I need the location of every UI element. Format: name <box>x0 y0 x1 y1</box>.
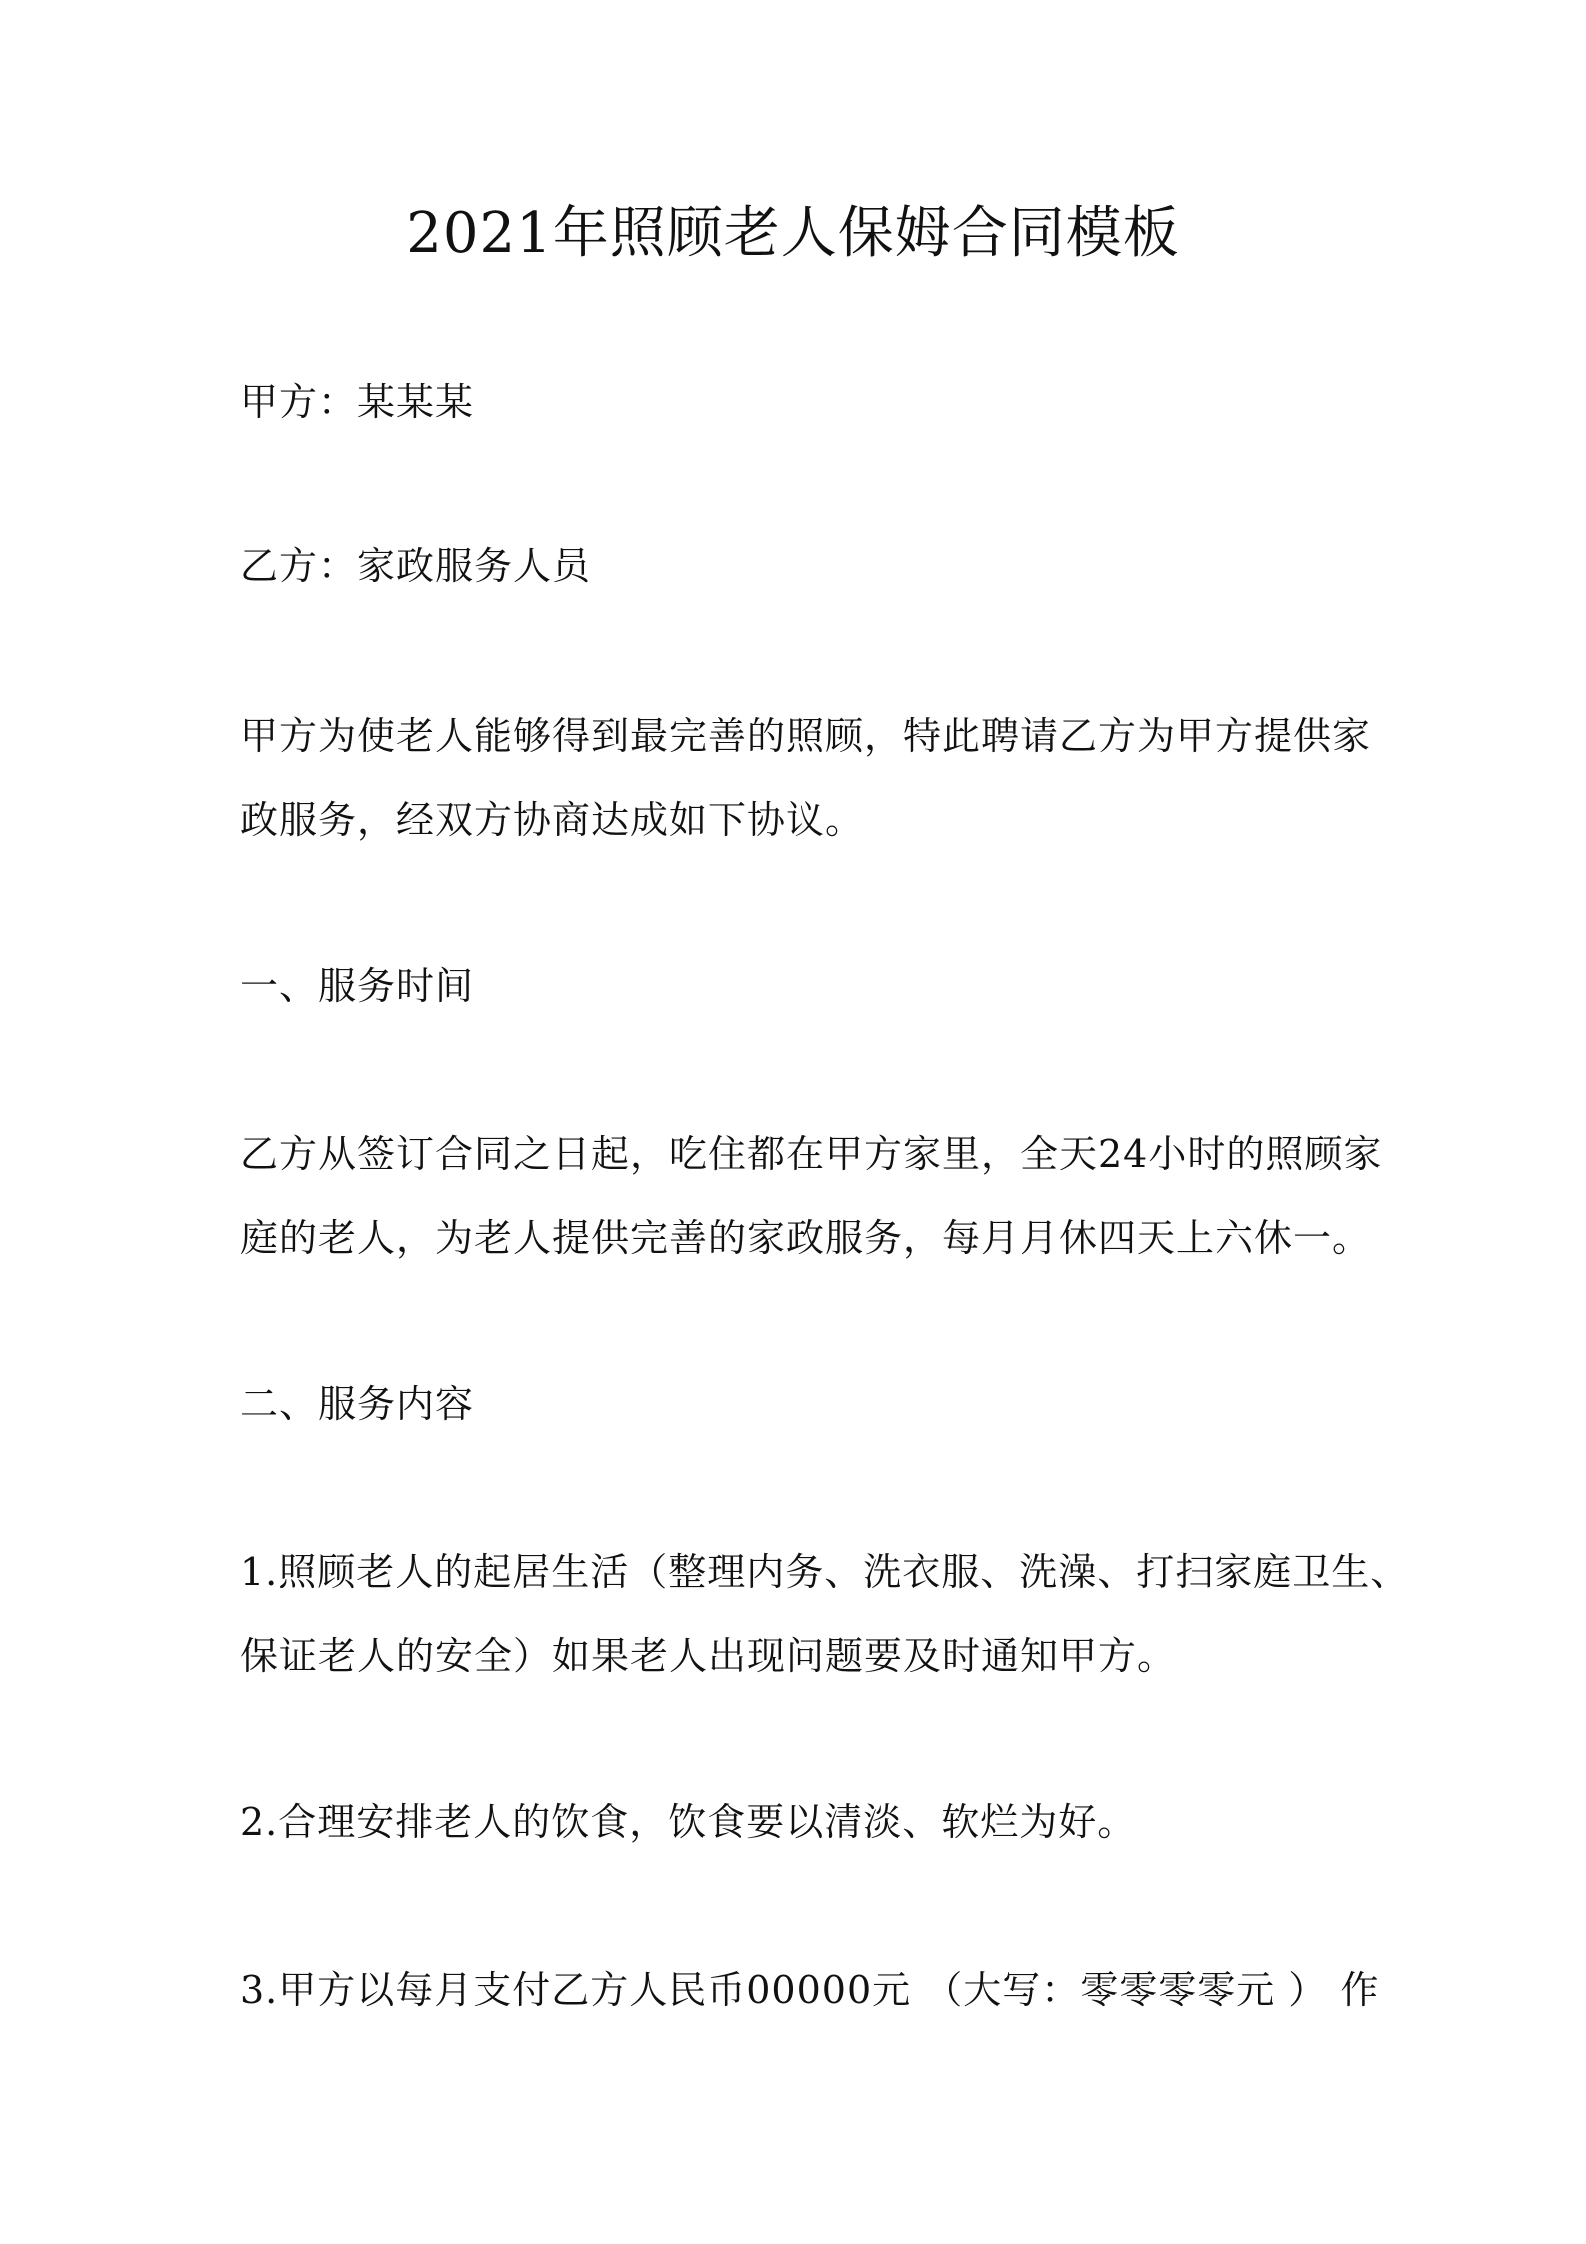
party-b-line: 乙方：家政服务人员 <box>240 544 592 588</box>
item-1-line-2: 保证老人的安全）如果老人出现问题要及时通知甲方。 <box>240 1634 1177 1678</box>
intro-paragraph <box>240 694 1370 862</box>
section2-heading: 二、服务内容 <box>240 1382 475 1426</box>
item-3: 3.甲方以每月支付乙方人民币00000元 （大写：零零零零元 ） 作 <box>240 1968 1380 2012</box>
item-2: 2.合理安排老人的饮食，饮食要以清淡、软烂为好。 <box>240 1800 1137 1844</box>
item-1 <box>240 1530 1410 1698</box>
document-title: 2021年照顾老人保姆合同模板 <box>406 201 1180 266</box>
section1-heading: 一、服务时间 <box>240 964 475 1008</box>
intro-line-2: 政服务，经双方协商达成如下协议。 <box>240 798 865 842</box>
section1-body <box>240 1112 1383 1280</box>
item-1-line-1: 1.照顾老人的起居生活（整理内务、洗衣服、洗澡、打扫家庭卫生、 <box>240 1550 1410 1594</box>
section1-line-2: 庭的老人，为老人提供完善的家政服务，每月月休四天上六休一。 <box>240 1216 1372 1260</box>
section1-line-1: 乙方从签订合同之日起，吃住都在甲方家里，全天24小时的照顾家 <box>240 1132 1383 1176</box>
intro-line-1: 甲方为使老人能够得到最完善的照顾，特此聘请乙方为甲方提供家 <box>240 714 1372 758</box>
party-a-line: 甲方：某某某 <box>240 380 475 424</box>
